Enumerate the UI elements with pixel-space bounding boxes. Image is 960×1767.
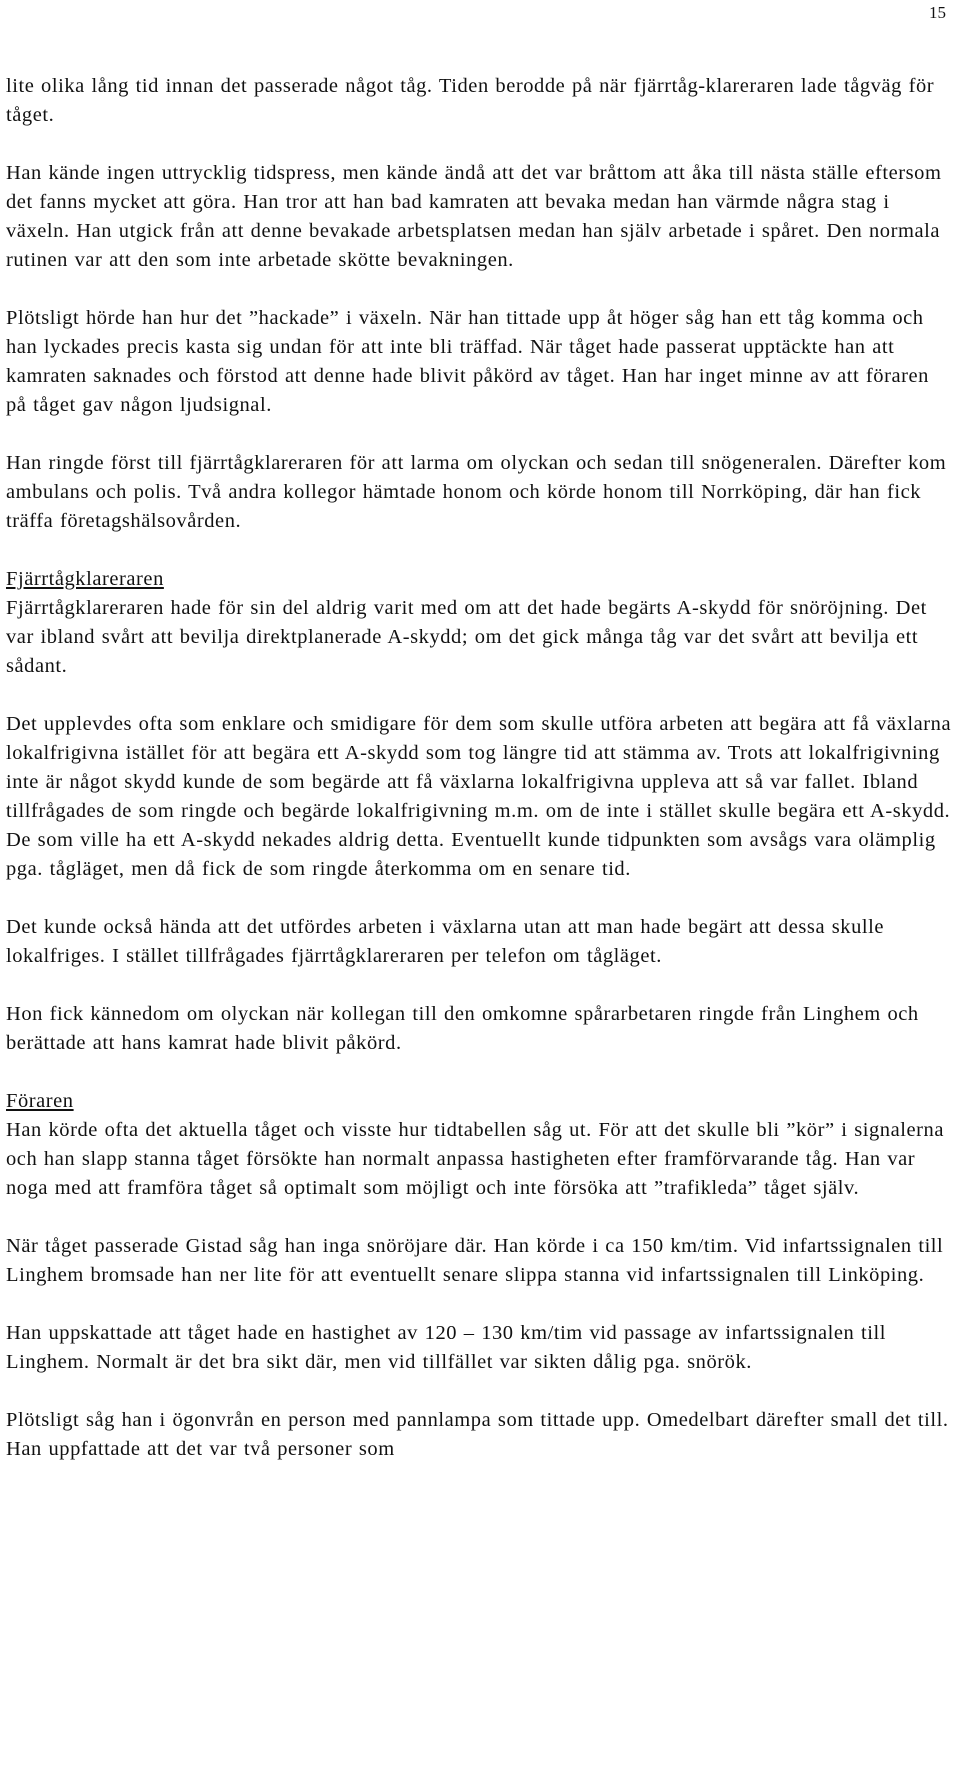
paragraph: Plötsligt såg han i ögonvrån en person med pannlampa som tittade upp. Omedelbart därefter small det till. Han uppfattade att det var två personer som xyxy=(6,1409,949,1460)
paragraph: Han ringde först till fjärrtågklareraren för att larma om olyckan och sedan till snögeneralen. Därefter kom ambulans och polis. Två andra kollegor hämtade honom och körde honom till Norrköping, där han fick träffa företagshälsovården. xyxy=(6,452,947,532)
paragraph: lite olika lång tid innan det passerade något tåg. Tiden berodde på när fjärrtåg-klareraren lade tågväg för tåget. xyxy=(6,75,935,126)
document-body xyxy=(6,72,954,1464)
section-fjarrtagklareraren xyxy=(6,565,954,1058)
paragraph: Fjärrtågklareraren hade för sin del aldrig varit med om att det hade begärts A-skydd för snöröjning. Det var ibland svårt att bevilja direktplanerade A-skydd; om det gick många tåg var det svårt att bevilja ett sådant. xyxy=(6,597,927,677)
paragraph: Han körde ofta det aktuella tåget och visste hur tidtabellen såg ut. För att det skulle bli ”kör” i signalerna och han slapp stanna tåget försökte han normalt anpassa hastigheten efter framförvarande tåg. Han var noga med att framföra tåget så optimalt som möjligt och inte försöka att ”trafikleda” tåget själv. xyxy=(6,1119,944,1199)
paragraph: När tåget passerade Gistad såg han inga snöröjare där. Han körde i ca 150 km/tim. Vid infartssignalen till Linghem bromsade han ner lite för att eventuellt senare slippa stanna vid infartssignalen till Linköping. xyxy=(6,1235,944,1286)
section-heading: Föraren xyxy=(6,1090,74,1112)
paragraph: Han uppskattade att tåget hade en hastighet av 120 – 130 km/tim vid passage av infartssignalen till Linghem. Normalt är det bra sikt där, men vid tillfället var sikten dålig pga. snörök. xyxy=(6,1322,886,1373)
paragraph: Han kände ingen uttrycklig tidspress, men kände ändå att det var bråttom att åka till nästa ställe eftersom det fanns mycket att göra. Han tror att han bad kamraten att bevaka medan han värmde några stag i växeln. Han utgick från att denne bevakade arbetsplatsen medan han själv arbetade i spåret. Den normala rutinen var att den som inte arbetade skötte bevakningen. xyxy=(6,162,942,271)
page-number: 15 xyxy=(929,3,946,22)
paragraph: Det kunde också hända att det utfördes arbeten i växlarna utan att man hade begärt att dessa skulle lokalfriges. I stället tillfrågades fjärrtågklareraren per telefon om tågläget. xyxy=(6,916,885,967)
section-heading: Fjärrtågklareraren xyxy=(6,568,164,590)
paragraph: Det upplevdes ofta som enklare och smidigare för dem som skulle utföra arbeten att begära att få växlarna lokalfrigivna istället för att begära ett A-skydd som tog längre tid att stämma av. Trots att lokalfrigivning inte är något skydd kunde de som begärde att få växlarna lokalfrigivna uppleva att så var fallet. Ibland tillfrågades de som ringde och begärde lokalfrigivning m.m. om de inte i stället skulle begära ett A-skydd. De som ville ha ett A-skydd nekades aldrig detta. Eventuellt kunde tidpunkten som avsågs vara olämplig pga. tågläget, men då fick de som ringde återkomma om en senare tid. xyxy=(6,713,952,880)
paragraph: Plötsligt hörde han hur det ”hackade” i växeln. När han tittade upp åt höger såg han ett tåg komma och han lyckades precis kasta sig undan för att inte bli träffad. När tåget hade passerat upptäckte han att kamraten saknades och förstod att denne hade blivit påkörd av tåget. Han har inget minne av att föraren på tåget gav någon ljudsignal. xyxy=(6,307,929,416)
paragraph: Hon fick kännedom om olyckan när kollegan till den omkomne spårarbetaren ringde från Linghem och berättade att hans kamrat hade blivit påkörd. xyxy=(6,1003,919,1054)
section-foraren xyxy=(6,1087,954,1464)
